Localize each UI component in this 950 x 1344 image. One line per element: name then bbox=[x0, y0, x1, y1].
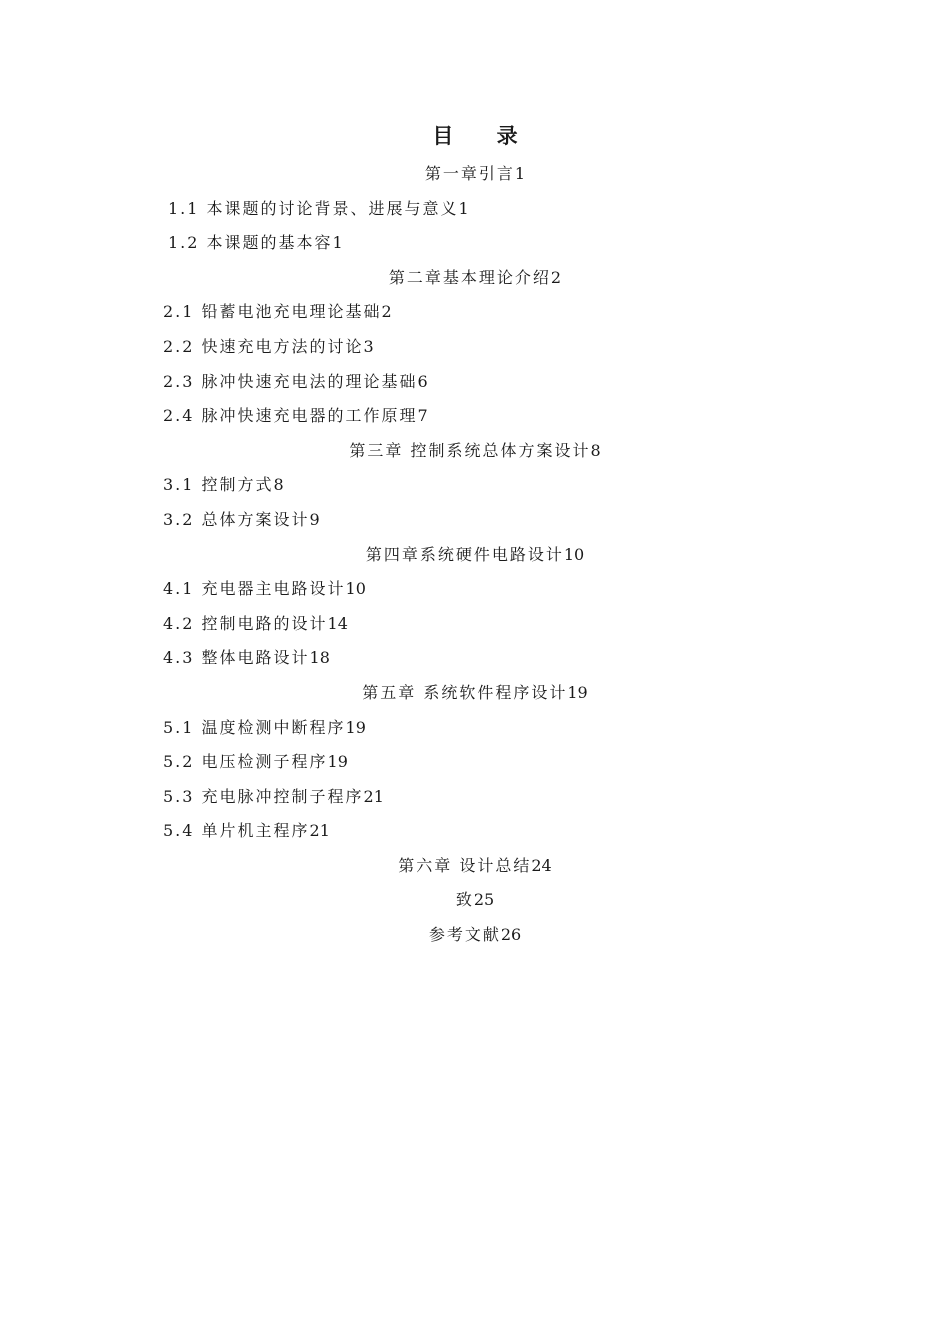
toc-entry-label: 5.3 充电脉冲控制子程序 bbox=[163, 786, 364, 806]
toc-entry-label: 2.3 脉冲快速充电法的理论基础 bbox=[163, 371, 418, 391]
toc-entry-label: 参考文献 bbox=[428, 925, 501, 945]
toc-page-number: 14 bbox=[327, 613, 348, 633]
toc-section-entry bbox=[0, 575, 950, 610]
toc-chapter-entry bbox=[0, 886, 950, 921]
toc-entry-label: 3.1 控制方式 bbox=[163, 475, 274, 495]
toc-page-number: 2 bbox=[381, 302, 392, 322]
toc-section-entry bbox=[0, 368, 950, 403]
toc-page-number: 19 bbox=[345, 717, 366, 737]
toc-page-number: 1 bbox=[458, 198, 469, 218]
toc-chapter-entry bbox=[0, 679, 950, 714]
toc-page-number: 10 bbox=[345, 579, 366, 599]
toc-entry-label: 5.2 电压检测子程序 bbox=[163, 752, 328, 772]
toc-entry-label: 致 bbox=[455, 890, 474, 910]
toc-page-number: 26 bbox=[500, 925, 522, 945]
toc-section-entry bbox=[0, 644, 950, 679]
toc-entry-label: 第三章 控制系统总体方案设计 bbox=[349, 440, 591, 460]
toc-section-entry bbox=[0, 298, 950, 333]
toc-section-entry bbox=[0, 195, 950, 230]
toc-page-number: 18 bbox=[309, 648, 330, 668]
toc-entry-label: 1.1 本课题的讨论背景、进展与意义 bbox=[168, 198, 459, 218]
toc-page-number: 24 bbox=[531, 855, 552, 875]
toc-page-number: 1 bbox=[332, 233, 343, 253]
toc-entry-label: 1.2 本课题的基本容 bbox=[168, 233, 333, 253]
toc-section-entry bbox=[0, 783, 950, 818]
toc-section-entry bbox=[0, 610, 950, 645]
page-title: 目 录 bbox=[432, 124, 536, 148]
toc-page-number: 25 bbox=[473, 890, 495, 910]
toc-entry-label: 2.1 铅蓄电池充电理论基础 bbox=[163, 302, 382, 322]
toc-page-number: 7 bbox=[417, 406, 428, 426]
toc-page-number: 8 bbox=[273, 475, 284, 495]
toc-chapter-entry bbox=[0, 852, 950, 887]
toc-page-number: 6 bbox=[417, 371, 428, 391]
toc-entry-label: 第二章基本理论介绍 bbox=[388, 267, 551, 287]
toc-entry-label: 2.2 快速充电方法的讨论 bbox=[163, 336, 364, 356]
toc-section-entry bbox=[0, 402, 950, 437]
toc-section-entry bbox=[0, 714, 950, 749]
toc-chapter-entry bbox=[0, 541, 950, 576]
toc-page-number: 21 bbox=[363, 786, 384, 806]
toc-entry-label: 第五章 系统软件程序设计 bbox=[362, 682, 568, 702]
toc-chapter-entry bbox=[0, 160, 950, 195]
toc-page-number: 1 bbox=[514, 164, 526, 183]
toc-entry-label: 第六章 设计总结 bbox=[398, 855, 532, 875]
table-of-contents bbox=[0, 160, 950, 956]
toc-section-entry bbox=[0, 333, 950, 368]
toc-entry-label: 3.2 总体方案设计 bbox=[163, 509, 310, 529]
toc-section-entry bbox=[0, 506, 950, 541]
toc-entry-label: 4.2 控制电路的设计 bbox=[163, 613, 328, 633]
toc-section-entry bbox=[0, 817, 950, 852]
toc-chapter-entry bbox=[0, 264, 950, 299]
toc-entry-label: 2.4 脉冲快速充电器的工作原理 bbox=[163, 406, 418, 426]
toc-page-number: 3 bbox=[363, 336, 374, 356]
toc-page-number: 21 bbox=[309, 821, 330, 841]
toc-page-number: 19 bbox=[567, 682, 588, 702]
toc-page-number: 10 bbox=[563, 544, 585, 564]
toc-entry-label: 4.3 整体电路设计 bbox=[163, 648, 310, 668]
toc-section-entry bbox=[0, 229, 950, 264]
toc-page-number: 19 bbox=[327, 752, 348, 772]
toc-entry-label: 第四章系统硬件电路设计 bbox=[365, 544, 564, 564]
toc-entry-label: 第一章引言 bbox=[424, 164, 515, 183]
toc-section-entry bbox=[0, 748, 950, 783]
toc-entry-label: 5.4 单片机主程序 bbox=[163, 821, 310, 841]
toc-section-entry bbox=[0, 471, 950, 506]
toc-chapter-entry bbox=[0, 437, 950, 472]
toc-page-number: 9 bbox=[309, 509, 320, 529]
toc-entry-label: 5.1 温度检测中断程序 bbox=[163, 717, 346, 737]
toc-page-number: 2 bbox=[550, 267, 562, 287]
toc-page-number: 8 bbox=[590, 440, 601, 460]
toc-entry-label: 4.1 充电器主电路设计 bbox=[163, 579, 346, 599]
toc-chapter-entry bbox=[0, 921, 950, 956]
